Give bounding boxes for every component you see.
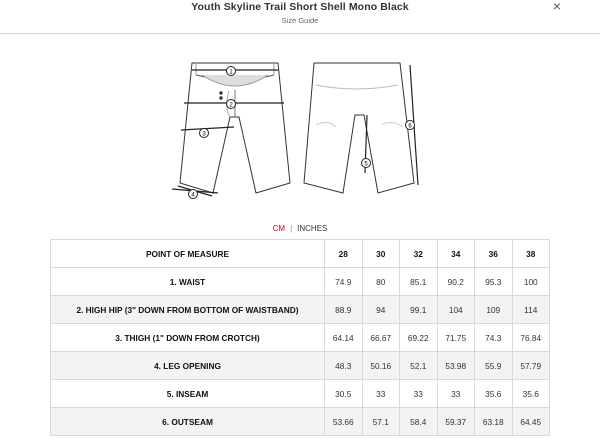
table-cell: 33 — [437, 380, 475, 408]
measure-label: 4. LEG OPENING — [51, 352, 325, 380]
back-shorts-illustration — [304, 63, 414, 193]
table-cell: 114 — [512, 296, 550, 324]
table-cell: 53.66 — [325, 408, 363, 436]
marker-4 — [189, 190, 198, 199]
table-cell: 63.18 — [475, 408, 513, 436]
measure-label: 1. WAIST — [51, 268, 325, 296]
table-cell: 33 — [362, 380, 400, 408]
size-header: 32 — [400, 240, 438, 268]
point-of-measure-header: POINT OF MEASURE — [51, 240, 325, 268]
svg-text:6: 6 — [408, 123, 412, 130]
table-row — [51, 352, 550, 380]
table-cell: 48.3 — [325, 352, 363, 380]
table-cell: 76.84 — [512, 324, 550, 352]
table-cell: 69.22 — [400, 324, 438, 352]
table-cell: 52.1 — [400, 352, 438, 380]
marker-1 — [227, 67, 236, 76]
table-cell: 99.1 — [400, 296, 438, 324]
table-cell: 88.9 — [325, 296, 363, 324]
table-cell: 53.98 — [437, 352, 475, 380]
table-row — [51, 408, 550, 436]
svg-text:2: 2 — [229, 102, 233, 109]
product-title: Youth Skyline Trail Short Shell Mono Black — [191, 1, 409, 13]
table-cell: 80 — [362, 268, 400, 296]
size-header: 38 — [512, 240, 550, 268]
table-cell: 64.14 — [325, 324, 363, 352]
table-cell: 35.6 — [475, 380, 513, 408]
table-cell: 59.37 — [437, 408, 475, 436]
table-cell: 74.9 — [325, 268, 363, 296]
marker-6 — [406, 121, 415, 130]
measure-label: 3. THIGH (1" DOWN FROM CROTCH) — [51, 324, 325, 352]
table-row — [51, 324, 550, 352]
modal-header — [0, 0, 600, 34]
table-cell: 55.9 — [475, 352, 513, 380]
table-cell: 30.5 — [325, 380, 363, 408]
svg-text:5: 5 — [364, 161, 368, 168]
table-row — [51, 268, 550, 296]
unit-cm-toggle[interactable]: CM — [272, 224, 286, 233]
table-cell: 85.1 — [400, 268, 438, 296]
size-chart-table — [50, 239, 550, 436]
table-cell: 95.3 — [475, 268, 513, 296]
table-cell: 50.16 — [362, 352, 400, 380]
front-shorts-illustration — [180, 63, 290, 193]
table-cell: 58.4 — [400, 408, 438, 436]
table-cell: 100 — [512, 268, 550, 296]
table-row — [51, 296, 550, 324]
measure-label: 5. INSEAM — [51, 380, 325, 408]
size-guide-subtitle: Size Guide — [281, 16, 319, 25]
svg-text:4: 4 — [191, 192, 195, 199]
measure-label: 6. OUTSEAM — [51, 408, 325, 436]
unit-inches-toggle[interactable]: INCHES — [297, 224, 328, 233]
table-cell: 64.45 — [512, 408, 550, 436]
table-cell: 90.2 — [437, 268, 475, 296]
size-header: 36 — [475, 240, 513, 268]
table-cell: 57.1 — [362, 408, 400, 436]
marker-3 — [200, 129, 209, 138]
table-cell: 104 — [437, 296, 475, 324]
table-cell: 94 — [362, 296, 400, 324]
size-header: 34 — [437, 240, 475, 268]
measure-label: 2. HIGH HIP (3" DOWN FROM BOTTOM OF WAISTBAND) — [51, 296, 325, 324]
table-header-row — [51, 240, 550, 268]
table-cell: 71.75 — [437, 324, 475, 352]
size-header: 28 — [325, 240, 363, 268]
table-cell: 35.6 — [512, 380, 550, 408]
table-row — [51, 380, 550, 408]
svg-text:1: 1 — [229, 69, 233, 76]
size-header: 30 — [362, 240, 400, 268]
marker-2 — [227, 100, 236, 109]
svg-text:3: 3 — [202, 131, 206, 138]
table-cell: 74.3 — [475, 324, 513, 352]
table-cell: 33 — [400, 380, 438, 408]
table-cell: 57.79 — [512, 352, 550, 380]
table-cell: 66.67 — [362, 324, 400, 352]
unit-toggle — [0, 224, 600, 233]
close-icon[interactable]: × — [552, 0, 562, 14]
table-cell: 109 — [475, 296, 513, 324]
marker-5 — [362, 159, 371, 168]
shorts-measurement-diagram — [160, 55, 440, 205]
unit-separator: | — [290, 224, 293, 233]
